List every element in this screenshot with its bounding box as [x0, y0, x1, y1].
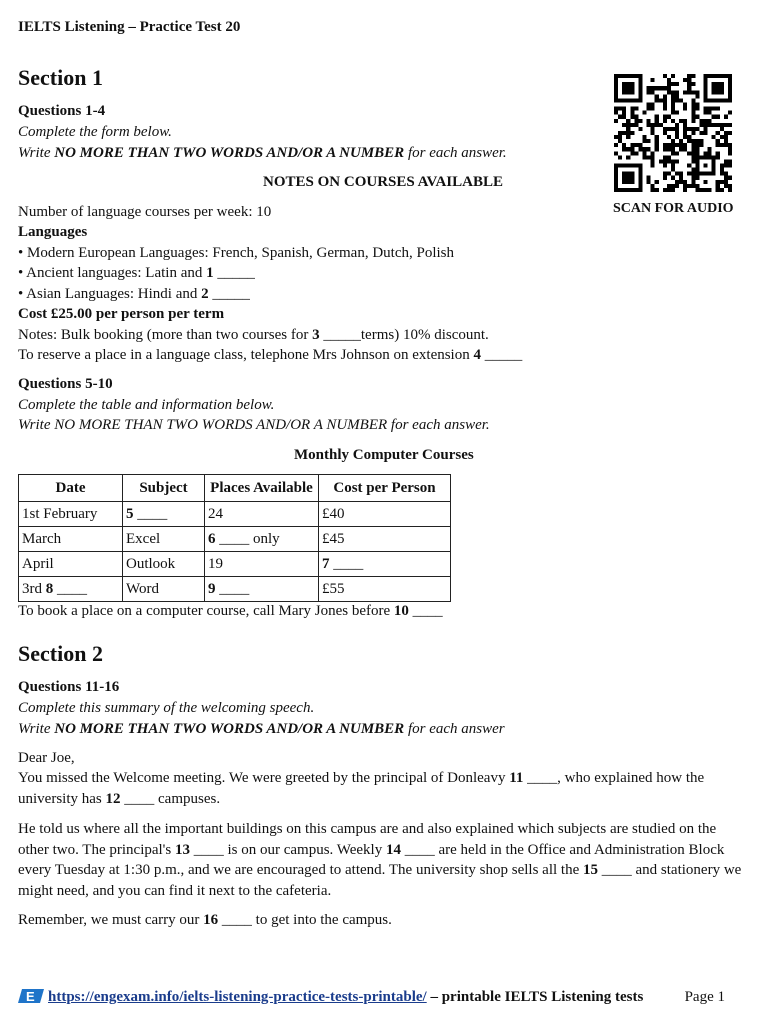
- courses-per-week: Number of language courses per week: 10: [18, 204, 272, 220]
- answer-blank-4[interactable]: _____: [480, 347, 523, 363]
- cell-cost: £45: [319, 527, 451, 552]
- answer-blank-13[interactable]: ____ is on our campus. Weekly: [189, 841, 386, 858]
- cell-subject: Outlook: [123, 552, 205, 577]
- header-places: Places Available: [205, 475, 319, 502]
- cell-places: 19: [205, 552, 319, 577]
- q1-instruction-1: Complete the form below.: [18, 124, 172, 140]
- table-row: [19, 502, 451, 527]
- cell-date: 1st February: [19, 502, 123, 527]
- engexam-logo-icon: [18, 987, 44, 1012]
- computer-courses-table: [18, 474, 451, 602]
- table-header-row: [19, 475, 451, 502]
- summary-paragraph-3: Remember, we must carry our 16 ____ to get into the campus.: [18, 912, 392, 928]
- cell-places: 24: [205, 502, 319, 527]
- table-row: [19, 552, 451, 577]
- questions-1-4-label: Questions 1-4: [18, 103, 106, 119]
- cell-subject: Excel: [123, 527, 205, 552]
- questions-5-10-label: Questions 5-10: [18, 376, 113, 392]
- q5-instruction-1: Complete the table and information below.: [18, 397, 275, 413]
- qr-code-block[interactable]: [613, 73, 733, 220]
- section-1-heading: Section 1: [18, 65, 103, 90]
- book-computer-course: To book a place on a computer course, call Mary Jones before 10 ____: [18, 603, 443, 619]
- bullet-ancient: • Ancient languages: Latin and 1 _____: [18, 265, 255, 281]
- header-date: Date: [19, 475, 123, 502]
- summary-paragraph-1: You missed the Welcome meeting. We were greeted by the principal of Donleavy 11 ____, who explained how the university has 12 ____ campuses.: [18, 770, 705, 807]
- cell-cost: £40: [319, 502, 451, 527]
- table-row: [19, 577, 451, 602]
- questions-11-16-label: Questions 11-16: [18, 679, 120, 695]
- answer-blank-11[interactable]: ____, who explained how the university has: [18, 770, 705, 807]
- answer-blank-15[interactable]: ____ and stationery we might need, and you can find it next to the cafeteria.: [18, 862, 742, 899]
- cell-subject: 5 ____: [123, 502, 205, 527]
- answer-blank-16[interactable]: ____ to get into the campus.: [218, 912, 392, 928]
- footer-suffix: – printable IELTS Listening tests: [426, 989, 644, 1005]
- languages-heading: Languages: [18, 224, 88, 240]
- reserve-place: To reserve a place in a language class, telephone Mrs Johnson on extension 4 _____: [18, 347, 523, 363]
- cell-cost: 7 ____: [319, 552, 451, 577]
- engexam-link[interactable]: https://engexam.info/ielts-listening-practice-tests-printable/: [48, 989, 427, 1005]
- q5-instruction-2: Write NO MORE THAN TWO WORDS AND/OR A NUMBER for each answer.: [18, 417, 490, 433]
- cell-places: 6 ____ only: [205, 527, 319, 552]
- svg-text:E: E: [26, 989, 35, 1004]
- table-row: [19, 527, 451, 552]
- summary-paragraph-2: He told us where all the important buildings on this campus are and also explained which subjects are studied on the other two. The principal's 13 ____ is on our campus. Weekly 14 ____ are held in the Office and Administration Block every Tuesday at 1:30 p.m., and we are encouraged to attend. The university shop sells all the 15 ____ and stationery we might need, and you can find it next to the cafeteria.: [18, 821, 742, 899]
- letter-greeting: Dear Joe,: [18, 750, 75, 766]
- page-number: Page 1: [684, 989, 725, 1005]
- q1-instruction-2: Write NO MORE THAN TWO WORDS AND/OR A NUMBER for each answer.: [18, 145, 507, 161]
- answer-blank-12[interactable]: ____ campuses.: [120, 790, 221, 807]
- cell-places: 9 ____: [205, 577, 319, 602]
- answer-blank-10[interactable]: ____: [408, 603, 443, 619]
- answer-blank-3[interactable]: _____terms) 10% discount.: [319, 327, 489, 343]
- form-title: NOTES ON COURSES AVAILABLE: [263, 174, 503, 190]
- answer-blank-1[interactable]: _____: [213, 265, 255, 281]
- cell-subject: Word: [123, 577, 205, 602]
- answer-blank-2[interactable]: _____: [208, 286, 250, 302]
- cell-date: April: [19, 552, 123, 577]
- s2-instruction-1: Complete this summary of the welcoming speech.: [18, 700, 315, 716]
- table-title: Monthly Computer Courses: [294, 447, 474, 463]
- cell-date: March: [19, 527, 123, 552]
- cell-date: 3rd 8 ____: [19, 577, 123, 602]
- header-cost: Cost per Person: [319, 475, 451, 502]
- cell-cost: £55: [319, 577, 451, 602]
- page-footer: [18, 987, 748, 1012]
- document-title: IELTS Listening – Practice Test 20: [18, 19, 241, 35]
- s2-instruction-2: Write NO MORE THAN TWO WORDS AND/OR A NUMBER for each answer: [18, 721, 505, 737]
- bullet-european: • Modern European Languages: French, Spanish, German, Dutch, Polish: [18, 245, 454, 261]
- header-subject: Subject: [123, 475, 205, 502]
- section-2-heading: Section 2: [18, 641, 103, 666]
- bullet-asian: • Asian Languages: Hindi and 2 _____: [18, 286, 250, 302]
- qr-caption: SCAN FOR AUDIO: [613, 201, 734, 216]
- notes-bulk-booking: Notes: Bulk booking (more than two courses for 3 _____terms) 10% discount.: [18, 327, 489, 343]
- answer-blank-14[interactable]: ____ are held in the Office and Administration Block every Tuesday at 1:30 p.m., and we are encouraged to attend. The university shop sells all the: [18, 841, 725, 878]
- cost-heading: Cost £25.00 per person per term: [18, 306, 225, 322]
